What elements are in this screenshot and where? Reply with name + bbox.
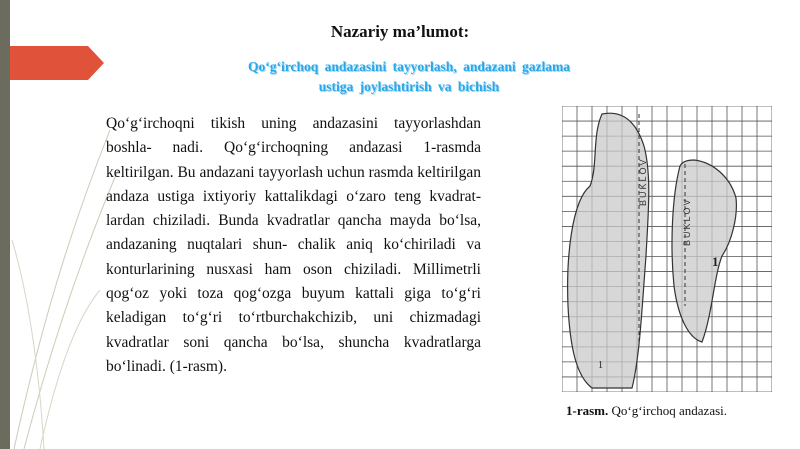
figure-caption-number: 1-rasm.	[566, 403, 609, 418]
page-title: Nazariy ma’lumot:	[330, 22, 470, 41]
section-subtitle	[214, 57, 604, 97]
figure-caption	[566, 403, 727, 419]
fold-label-right: BUKLOV	[682, 197, 692, 246]
arrow-banner	[10, 46, 104, 80]
subtitle-line-1: Qo‘g‘irchoq andazasini tayyorlash, andazani gazlama	[248, 59, 570, 74]
subtitle-line-2: ustiga joylashtirish va bichish	[318, 79, 500, 94]
doll-pattern-figure	[562, 106, 772, 392]
doll-body-left-outline	[568, 113, 649, 388]
figure-mark-1: 1	[712, 254, 719, 269]
fold-label-left: BUKLOV	[638, 157, 648, 206]
body-paragraph: Qo‘g‘irchoqni tikish uning andazasini tayyorlashdan boshla- nadi. Qo‘g‘irchoqning andazasi 1-rasmda keltirilgan. Bu andazani tayyorlash uchun rasmda keltirilgan andaza ustiga ixtiyoriy kattalikdagi o‘zaro teng kvadrat- lardan chiziladi. Bunda kvadratlar qancha mayda bo‘lsa, andazaning nuqtalari shun- chalik aniq ko‘chiriladi va konturlarining nusxasi ham oson chiziladi. Millimetrli qog‘oz yoki toza qog‘ozga buyum kattali giga to‘g‘ri keladigan to‘g‘ri to‘rtburchakchizib, uni chizmadagi kvadratlar soni qancha bo‘lsa, shuncha kvadratlarga bo‘linadi. (1-rasm).	[106, 115, 481, 375]
figure-mark-2: 1	[598, 360, 603, 371]
figure-caption-text: Qo‘g‘irchoq andazasi.	[611, 403, 728, 418]
